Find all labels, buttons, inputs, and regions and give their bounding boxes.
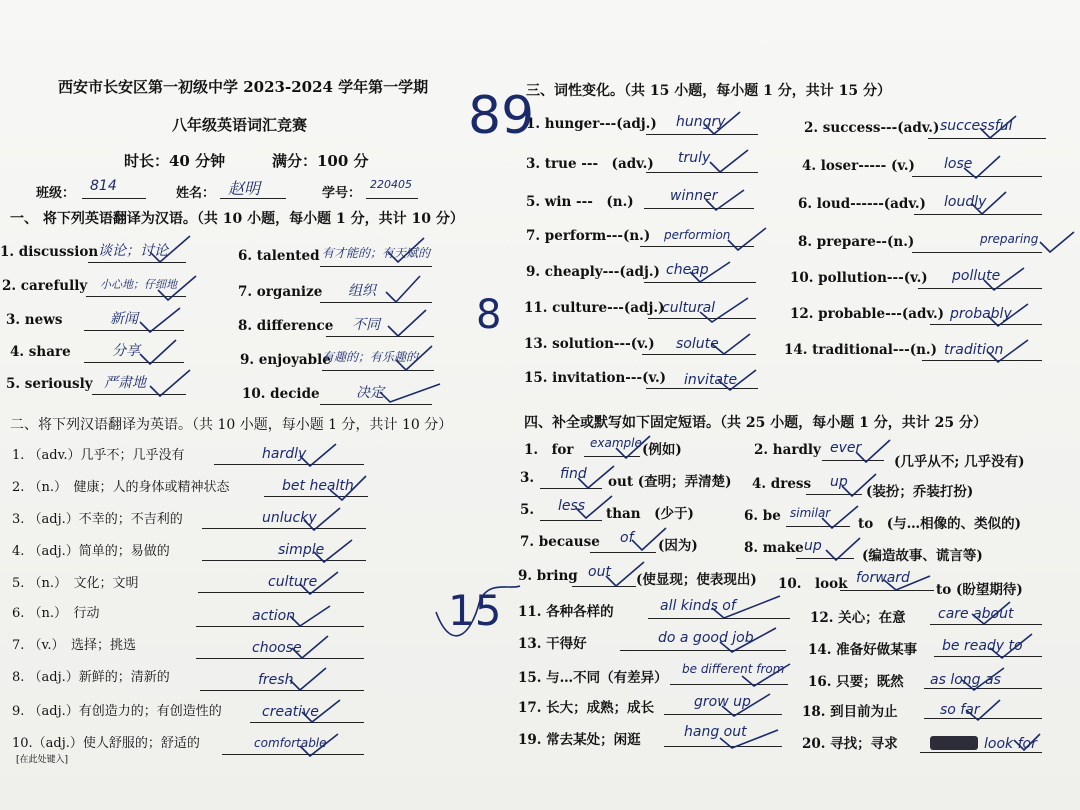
s3-q11: 11. culture---(adj.): [524, 300, 665, 316]
s1-a3: 新闻: [110, 311, 138, 327]
s3-a7: performion: [664, 228, 731, 242]
s4-a8: up: [804, 538, 822, 554]
s2-q8: 8. （adj.）新鲜的；清新的: [12, 670, 170, 685]
s4-q9-pre: 9. bring: [518, 568, 578, 584]
name-label: 姓名：: [176, 186, 216, 201]
name-value: 赵明: [228, 179, 261, 198]
s1-a1: 谈论；讨论: [98, 243, 168, 259]
s4-q4-pre: 4. dress: [752, 476, 812, 492]
s3-a13: solute: [676, 336, 719, 352]
s2-q10: 10.（adj.）使人舒服的；舒适的: [12, 736, 200, 751]
s4-a14: be ready to: [942, 638, 1023, 654]
s4-q2-post: (几乎从不; 几乎没有): [894, 454, 1025, 470]
s2-q6: 6. （n.） 行动: [12, 606, 100, 621]
s1-a10: 决定: [356, 385, 384, 401]
s4-a11: all kinds of: [660, 598, 736, 614]
s3-q7: 7. perform---(n.): [526, 228, 651, 244]
s1-a6: 有才能的；有天赋的: [322, 246, 431, 260]
s3-q1: 1. hunger---(adj.): [526, 116, 657, 132]
s4-a10: forward: [856, 570, 910, 586]
s1-q8: 8. difference: [238, 318, 334, 334]
s3-a1: hungry: [676, 114, 726, 130]
exam-full-score: 满分：100 分: [272, 152, 369, 170]
s1-a7: 组织: [348, 283, 376, 299]
s4-q19-pre: 19. 常去某处；闲逛: [518, 732, 641, 748]
s1-q4: 4. share: [10, 344, 71, 360]
s3-q8: 8. prepare--(n.): [798, 234, 915, 250]
s4-q7-pre: 7. because: [520, 534, 600, 550]
s4-a1: example: [590, 436, 642, 450]
s4-q20-pre: 20. 寻找；寻求: [802, 736, 898, 752]
s1-a9: 有趣的；有乐趣的: [322, 350, 419, 364]
s4-q3-post: out (查明；弄清楚): [608, 474, 732, 490]
s2-a1: hardly: [262, 446, 307, 462]
s3-q2: 2. success---(adv.): [804, 120, 940, 136]
s4-q10-post: to (盼望期待): [936, 582, 1023, 598]
s1-q5: 5. seriously: [6, 376, 93, 392]
s4-a7: of: [620, 530, 634, 546]
s2-a10: comfortable: [254, 736, 327, 750]
s1-a8: 不同: [352, 317, 380, 333]
s4-q18-pre: 18. 到目前为止: [802, 704, 898, 720]
s4-a18: so far: [940, 702, 980, 718]
s3-q10: 10. pollution---(v.): [790, 270, 928, 286]
s4-q17-pre: 17. 长大；成熟；成长: [518, 700, 655, 716]
s4-q9-post: (使显现；使表现出): [636, 572, 757, 588]
s3-q13: 13. solution---(v.): [524, 336, 655, 352]
exam-title: 西安市长安区第一初级中学 2023-2024 学年第一学期: [58, 78, 429, 96]
s2-a5: culture: [268, 574, 318, 590]
s3-q15: 15. invitation---(v.): [524, 370, 667, 386]
s3-q4: 4. loser----- (v.): [802, 158, 915, 174]
s4-q6-post: to (与…相像的、类似的): [858, 516, 1022, 532]
exam-duration: 时长：40 分钟: [124, 152, 226, 170]
s4-q16-pre: 16. 只要；既然: [808, 674, 904, 690]
section1-title: 一、 将下列英语翻译为汉语。（共 10 小题，每小题 1 分，共计 10 分）: [10, 211, 464, 227]
s4-a13: do a good job: [658, 630, 754, 646]
s4-q4-post: (装扮；乔装打扮): [866, 484, 974, 500]
s2-q5: 5. （n.） 文化；文明: [12, 576, 139, 591]
s4-a3: find: [560, 466, 587, 482]
s4-a6: similar: [790, 506, 831, 520]
s3-a12: probably: [950, 306, 1012, 322]
footnote: [在此处键入]: [16, 755, 69, 765]
s1-q7: 7. organize: [238, 284, 323, 300]
s4-a5: less: [558, 498, 586, 514]
s1-a2: 小心地；仔细地: [100, 278, 177, 291]
s4-q11-pre: 11. 各种各样的: [518, 604, 614, 620]
s3-a14: tradition: [944, 342, 1004, 358]
id-label: 学号：: [322, 186, 362, 201]
s4-q14-pre: 14. 准备好做某事: [808, 642, 918, 658]
s4-q5-pre: 5.: [520, 502, 535, 518]
s2-q2: 2. （n.） 健康；人的身体或精神状态: [12, 480, 230, 495]
s4-q15-pre: 15. 与…不同（有差异）: [518, 670, 668, 686]
s4-q2-pre: 2. hardly: [754, 442, 821, 458]
s4-q12-pre: 12. 关心；在意: [810, 610, 906, 626]
s1-q10: 10. decide: [242, 386, 320, 402]
s4-q5-post: than (少于): [606, 506, 694, 522]
s1-q9: 9. enjoyable: [240, 352, 331, 368]
s3-a15: invitate: [684, 372, 738, 388]
s3-a9: cheap: [666, 262, 709, 278]
s3-a2: successful: [940, 118, 1013, 134]
s3-q3: 3. true --- (adv.): [526, 156, 654, 172]
s2-a4: simple: [278, 542, 325, 558]
s3-a10: pollute: [952, 268, 1001, 284]
s4-q1-post: (例如): [642, 442, 682, 458]
section2-title: 二、将下列汉语翻译为英语。（共 10 小题，每小题 1 分，共计 10 分）: [10, 417, 453, 433]
section-score-mark-2: 15: [448, 586, 502, 635]
section4-title: 四、补全或默写如下固定短语。（共 25 小题，每小题 1 分，共计 25 分）: [524, 415, 987, 431]
s4-q8-pre: 8. make: [744, 540, 804, 556]
s2-q4: 4. （adj.）简单的；易做的: [12, 544, 170, 559]
s2-a6: action: [252, 608, 296, 624]
s3-a5: winner: [670, 188, 718, 204]
s2-q7: 7. （v.） 选择；挑选: [12, 638, 136, 653]
s2-a7: choose: [252, 640, 302, 656]
s2-q3: 3. （adj.）不幸的；不吉利的: [12, 512, 183, 527]
s2-q1: 1. （adv.）几乎不；几乎没有: [12, 448, 185, 463]
s2-a9: creative: [262, 704, 319, 720]
s3-q14: 14. traditional---(n.): [784, 342, 938, 358]
section3-title: 三、词性变化。（共 15 小题，每小题 1 分，共计 15 分）: [526, 83, 891, 99]
s1-q6: 6. talented: [238, 248, 320, 264]
s4-a4: up: [830, 474, 848, 490]
s4-a17: grow up: [694, 694, 751, 710]
s4-q1-pre: 1. for: [524, 442, 574, 458]
s4-q6-pre: 6. be: [744, 508, 781, 524]
s4-a15: be different from: [682, 662, 785, 676]
s1-q2: 2. carefully: [2, 278, 88, 294]
s3-a4: lose: [944, 156, 973, 172]
exam-subtitle: 八年级英语词汇竞赛: [172, 116, 308, 134]
s4-a16: as long as: [930, 672, 1001, 688]
s1-a5: 严肃地: [104, 375, 146, 391]
s1-q3: 3. news: [6, 312, 63, 328]
s4-a12: care about: [938, 606, 1014, 622]
s4-q10-pre: 10. look: [778, 576, 848, 592]
s4-a9: out: [588, 564, 611, 580]
s3-a11: cultural: [662, 300, 716, 316]
s4-a20: look for: [984, 736, 1037, 752]
s3-a3: truly: [678, 150, 711, 166]
s2-a8: fresh: [258, 672, 294, 688]
class-value: 814: [90, 178, 117, 194]
s3-q5: 5. win --- (n.): [526, 194, 634, 210]
s2-a3: unlucky: [262, 510, 317, 526]
s2-a2: bet health: [282, 478, 354, 494]
s2-q9: 9. （adj.）有创造力的；有创造性的: [12, 704, 222, 719]
s4-q13-pre: 13. 干得好: [518, 636, 587, 652]
s4-q7-post: (因为): [658, 538, 698, 554]
s4-q3-pre: 3.: [520, 470, 535, 486]
class-label: 班级：: [36, 186, 76, 201]
section-score-mark: 8: [476, 292, 502, 338]
s3-q6: 6. loud------(adv.): [798, 196, 926, 212]
s3-a8: preparing: [980, 232, 1039, 246]
s3-a6: loudly: [944, 194, 987, 210]
total-score-mark: 89: [468, 86, 535, 146]
s4-a2: ever: [830, 440, 862, 456]
id-value: 220405: [370, 178, 412, 191]
s1-a4: 分享: [112, 343, 140, 359]
s3-q12: 12. probable---(adv.): [790, 306, 945, 322]
s4-a19: hang out: [684, 724, 747, 740]
s4-q8-post: (编造故事、谎言等): [862, 548, 983, 564]
s1-q1: 1. discussion: [0, 244, 99, 260]
s3-q9: 9. cheaply---(adj.): [526, 264, 660, 280]
